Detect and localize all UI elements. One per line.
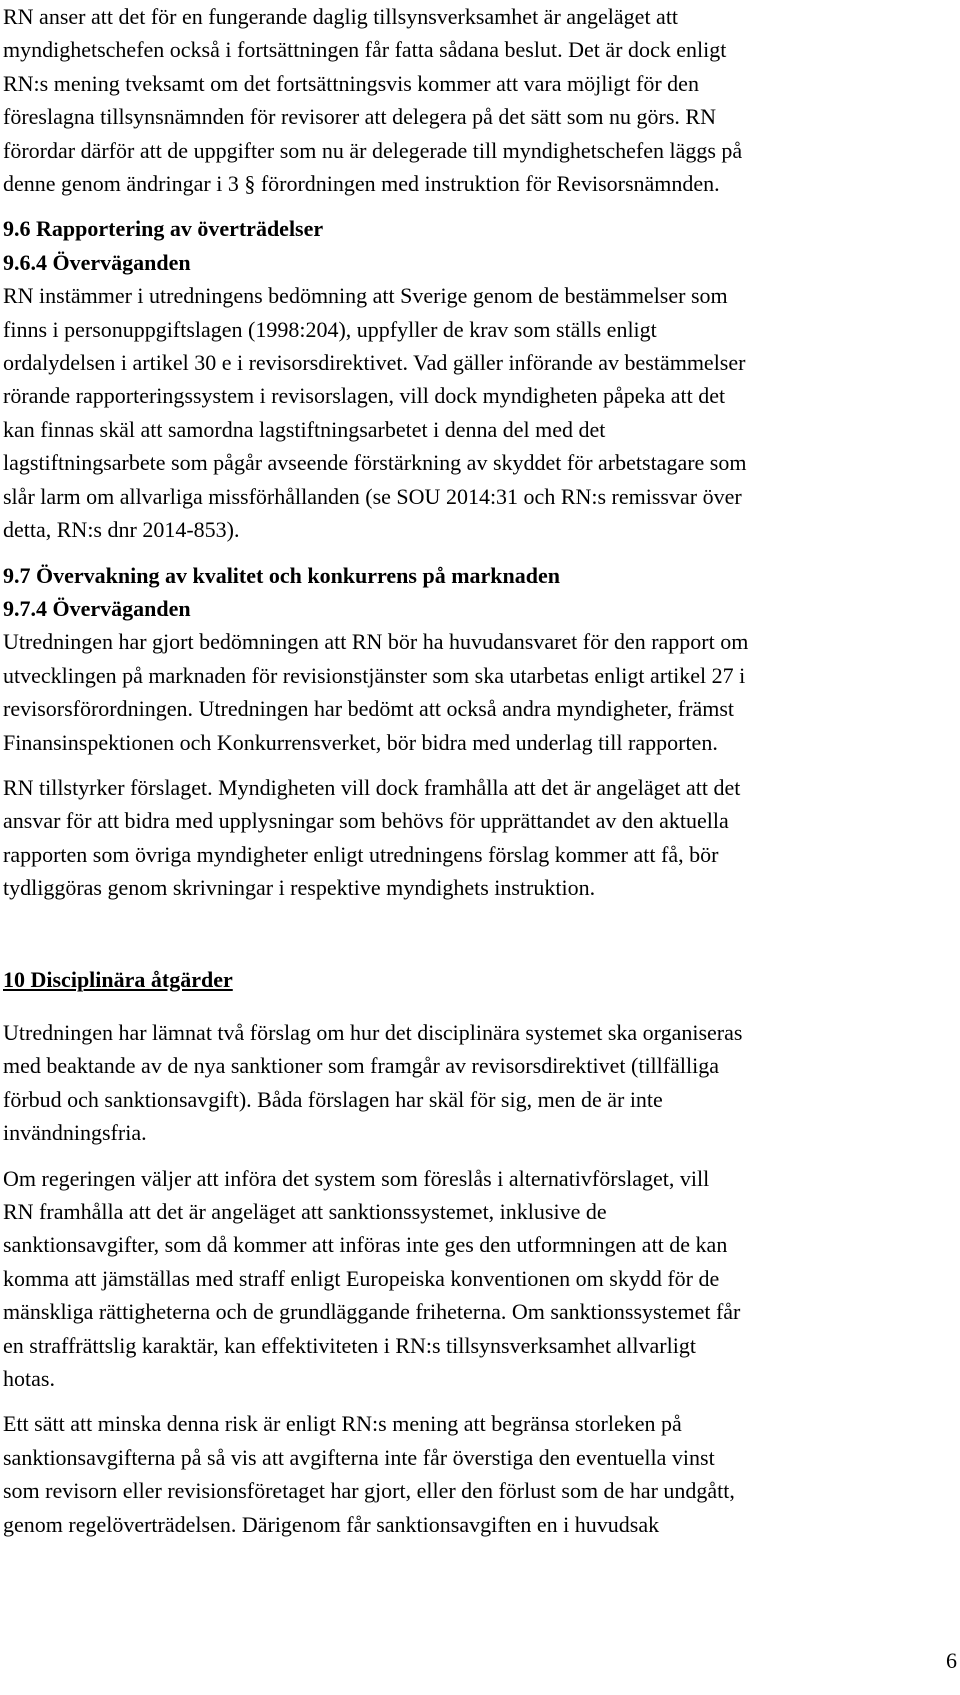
paragraph-limit-fees xyxy=(3,1407,955,1541)
text-line: Utredningen har gjort bedömningen att RN bör ha huvudansvaret för den rapport om xyxy=(3,629,749,655)
text-line: mänskliga rättigheterna och de grundläggande friheterna. Om sanktionssystemet får xyxy=(3,1299,741,1325)
paragraph-reporting xyxy=(3,279,955,546)
paragraph-rn-endorses xyxy=(3,771,955,905)
text-line: förbud och sanktionsavgift). Båda förslagen har skäl för sig, men de är inte xyxy=(3,1086,663,1112)
text-line: RN framhålla att det är angeläget att sanktionssystemet, inklusive de xyxy=(3,1199,607,1224)
text-line: detta, RN:s dnr 2014-853). xyxy=(3,517,240,543)
text-line: ordalydelsen i artikel 30 e i revisorsdirektivet. Vad gäller införande av bestämmelser xyxy=(3,350,746,376)
paragraph-disciplinary-proposals xyxy=(3,1016,955,1150)
text-line: en straffrättslig karaktär, kan effektiviteten i RN:s tillsynsverksamhet allvarligt xyxy=(3,1332,696,1358)
text-line: denne genom ändringar i 3 § förordningen med instruktion för Revisorsnämnden. xyxy=(3,171,720,197)
text-line: lagstiftningsarbete som pågår avseende förstärkning av skyddet för arbetstagare som xyxy=(3,450,747,476)
text-line: invändningsfria. xyxy=(3,1120,147,1146)
paragraph-delegation xyxy=(3,0,955,200)
text-line: RN tillstyrker förslaget. Myndigheten vill dock framhålla att det är angeläget att det xyxy=(3,774,741,800)
text-line: RN instämmer i utredningens bedömning att Sverige genom de bestämmelser som xyxy=(3,283,728,309)
text-line: tydliggöras genom skrivningar i respektive myndighets instruktion. xyxy=(3,875,596,901)
text-line: komma att jämställas med straff enligt Europeiska konventionen om skydd för de xyxy=(3,1265,720,1291)
document-page xyxy=(3,0,955,1541)
text-line: RN:s mening tveksamt om det fortsättningsvis kommer att vara möjligt för den xyxy=(3,70,699,96)
text-line: Finansinspektionen och Konkurrensverket, bör bidra med underlag till rapporten. xyxy=(3,729,718,755)
text-line: utvecklingen på marknaden för revisionstjänster som ska utarbetas enligt artikel 27 i xyxy=(3,662,746,688)
text-line: ansvar för att bidra med upplysningar som behövs för upprättandet av den aktuella xyxy=(3,808,729,834)
text-line: Ett sätt att minska denna risk är enligt RN:s mening att begränsa storleken på xyxy=(3,1411,682,1437)
text-line: som revisorn eller revisionsföretaget har gjort, eller den förlust som de har undgått, xyxy=(3,1478,735,1504)
text-line: hotas. xyxy=(3,1366,55,1392)
text-line: genom regelöverträdelsen. Därigenom får sanktionsavgiften en i huvudsak xyxy=(3,1511,660,1537)
text-line: föreslagna tillsynsnämnden för revisorer att delegera på det sätt som nu görs. RN xyxy=(3,104,716,130)
text-line: kan finnas skäl att samordna lagstiftningsarbetet i denna del med det xyxy=(3,416,606,442)
section-heading-9-7: 9.7 Övervakning av kvalitet och konkurrens på marknaden xyxy=(3,562,561,588)
text-line: Om regeringen väljer att införa det system som föreslås i alternativförslaget, vill xyxy=(3,1165,710,1191)
text-line: finns i personuppgiftslagen (1998:204), uppfyller de krav som ställs enligt xyxy=(3,316,657,342)
paragraph-market-report xyxy=(3,625,955,759)
text-line: myndighetschefen också i fortsättningen får fatta sådana beslut. Det är dock enligt xyxy=(3,37,727,63)
page-number: 6 xyxy=(946,1648,957,1673)
text-line: sanktionsavgifterna på så vis att avgifterna inte får överstiga den eventuella vinst xyxy=(3,1444,715,1470)
text-line: rapporten som övriga myndigheter enligt utredningens förslag kommer att få, bör xyxy=(3,841,719,867)
text-line: rörande rapporteringssystem i revisorslagen, vill dock myndigheten påpeka att det xyxy=(3,383,726,409)
text-line: Utredningen har lämnat två förslag om hur det disciplinära systemet ska organiseras xyxy=(3,1019,743,1045)
text-line: sanktionsavgifter, som då kommer att införas inte ges den utformningen att de kan xyxy=(3,1232,728,1258)
paragraph-sanction-system xyxy=(3,1162,955,1396)
section-heading-9-6: 9.6 Rapportering av överträdelser xyxy=(3,216,324,242)
text-line: revisorsförordningen. Utredningen har bedömt att också andra myndigheter, främst xyxy=(3,696,735,722)
text-line: slår larm om allvarliga missförhållanden (se SOU 2014:31 och RN:s remissvar över xyxy=(3,483,742,509)
text-line: med beaktande av de nya sanktioner som framgår av revisorsdirektivet (tillfälliga xyxy=(3,1053,719,1079)
chapter-heading-10: 10 Disciplinära åtgärder xyxy=(3,966,233,992)
text-line: förordar därför att de uppgifter som nu är delegerade till myndighetschefen läggs på xyxy=(3,137,743,163)
text-line: RN anser att det för en fungerande daglig tillsynsverksamhet är angeläget att xyxy=(3,4,679,29)
subsection-heading-9-7-4: 9.7.4 Överväganden xyxy=(3,595,191,621)
subsection-heading-9-6-4: 9.6.4 Överväganden xyxy=(3,249,191,275)
